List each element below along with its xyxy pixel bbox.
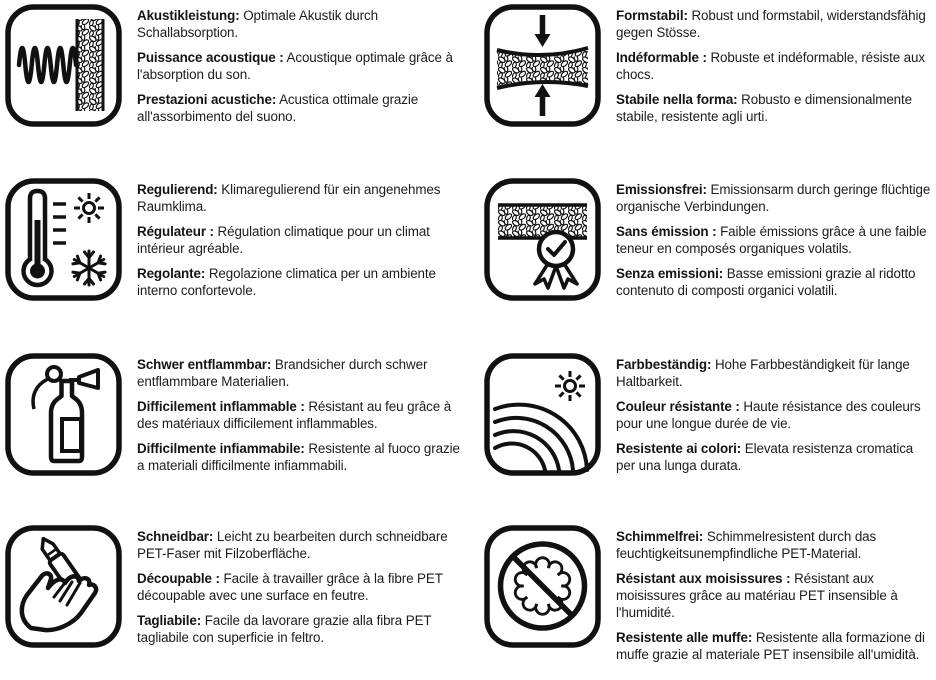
feature-text-de: [137, 7, 468, 41]
feature-text-it: [137, 440, 468, 474]
text-de: Optimale Akustik durch Schallabsorption.: [137, 8, 378, 40]
feature-text-de: [137, 181, 468, 215]
color-fastness-rainbow-sun-icon: [484, 353, 601, 476]
feature-block-acoustic: [0, 0, 468, 170]
label-it: Resistente ai colori:: [616, 441, 742, 456]
text-it: Resistente al fuoco grazie a materiali difficilmente infiammabili.: [137, 441, 460, 473]
text-fr: Robuste et indéformable, résiste aux chocs.: [616, 50, 925, 82]
text-it: Robusto e dimensionalmente stabile, resistente agli urti.: [616, 92, 912, 124]
feature-text-de: [137, 356, 468, 390]
feature-text-fr: [137, 49, 468, 83]
text-de: Brandsicher durch schwer entflammbare Materialien.: [137, 357, 428, 389]
feature-text-de: [616, 528, 934, 562]
label-de: Akustikleistung:: [137, 8, 240, 23]
text-fr: Acoustique optimale grâce à l'absorption du son.: [137, 50, 453, 82]
hand-cutter-icon: [5, 525, 122, 648]
text-it: Regolazione climatica per un ambiente interno confortevole.: [137, 266, 436, 298]
feature-block-shape-stable: [468, 0, 936, 170]
feature-texts: [616, 353, 934, 482]
text-fr: Régulation climatique pour un climat intérieur agréable.: [137, 224, 430, 256]
feature-text-it: [137, 91, 468, 125]
feature-text-it: [616, 629, 934, 663]
text-de: Emissionsarm durch geringe flüchtige organische Verbindungen.: [616, 182, 931, 214]
text-fr: Résistant aux moisissures grâce au matériau PET insensible à l'humidité.: [616, 571, 898, 620]
label-it: Tagliabile:: [137, 613, 202, 628]
feature-text-de: [616, 181, 934, 215]
label-fr: Découpable :: [137, 571, 220, 586]
text-de: Schimmelresistent durch das feuchtigkeitsunempfindliche PET-Material.: [616, 529, 877, 561]
feature-text-de: [616, 356, 934, 390]
feature-block-flame-retardant: [0, 340, 468, 510]
label-fr: Sans émission :: [616, 224, 717, 239]
text-de: Hohe Farbbeständigkeit für lange Haltbarkeit.: [616, 357, 910, 389]
text-de: Robust und formstabil, widerstandsfähig gegen Stösse.: [616, 8, 926, 40]
label-fr: Puissance acoustique :: [137, 50, 284, 65]
label-fr: Indéformable :: [616, 50, 707, 65]
label-de: Farbbeständig:: [616, 357, 712, 372]
text-de: Leicht zu bearbeiten durch schneidbare PET-Faser mit Filzoberfläche.: [137, 529, 448, 561]
feature-texts: [616, 178, 934, 307]
feature-text-fr: [137, 570, 468, 604]
text-it: Elevata resistenza cromatica per una lunga durata.: [616, 441, 914, 473]
feature-text-fr: [616, 49, 934, 83]
feature-text-fr: [616, 570, 934, 621]
feature-text-fr: [137, 398, 468, 432]
label-fr: Régulateur :: [137, 224, 214, 239]
low-emission-certificate-icon: [484, 178, 601, 301]
label-it: Prestazioni acustiche:: [137, 92, 277, 107]
feature-text-fr: [616, 223, 934, 257]
feature-block-mold-free: [468, 510, 936, 680]
feature-texts: [616, 4, 934, 133]
feature-texts: [616, 525, 934, 671]
feature-text-it: [137, 265, 468, 299]
feature-text-it: [137, 612, 468, 646]
feature-text-fr: [616, 398, 934, 432]
label-it: Resistente alle muffe:: [616, 630, 753, 645]
label-it: Regolante:: [137, 266, 206, 281]
shape-stability-compression-icon: [484, 4, 601, 127]
feature-block-color-fast: [468, 340, 936, 510]
feature-texts: [137, 4, 468, 133]
feature-texts: [137, 178, 468, 307]
label-de: Emissionsfrei:: [616, 182, 707, 197]
label-de: Formstabil:: [616, 8, 688, 23]
label-de: Regulierend:: [137, 182, 218, 197]
label-it: Stabile nella forma:: [616, 92, 738, 107]
text-it: Acustica ottimale grazie all'assorbimento del suono.: [137, 92, 419, 124]
label-it: Senza emissioni:: [616, 266, 724, 281]
feature-text-fr: [137, 223, 468, 257]
fire-extinguisher-icon: [5, 353, 122, 476]
text-it: Basse emissioni grazie al ridotto contenuto di composti organici volatili.: [616, 266, 916, 298]
label-de: Schneidbar:: [137, 529, 214, 544]
feature-text-it: [616, 265, 934, 299]
text-fr: Faible émissions grâce à une faible teneur en composés organiques volatils.: [616, 224, 927, 256]
feature-block-emission-free: [468, 170, 936, 340]
label-de: Schimmelfrei:: [616, 529, 704, 544]
feature-texts: [137, 525, 468, 654]
feature-block-cuttable: [0, 510, 468, 680]
feature-text-de: [137, 528, 468, 562]
feature-text-de: [616, 7, 934, 41]
text-de: Klimaregulierend für ein angenehmes Raumklima.: [137, 182, 441, 214]
feature-text-it: [616, 440, 934, 474]
label-it: Difficilmente infiammabile:: [137, 441, 305, 456]
text-fr: Facile à travailler grâce à la fibre PET découpable avec une surface en feutre.: [137, 571, 443, 603]
label-de: Schwer entflammbar:: [137, 357, 272, 372]
feature-text-it: [616, 91, 934, 125]
text-it: Resistente alla formazione di muffe grazie al materiale PET insensibile all'umidità.: [616, 630, 925, 662]
climate-regulating-thermometer-icon: [5, 178, 122, 301]
no-mold-icon: [484, 525, 601, 648]
label-fr: Difficilement inflammable :: [137, 399, 305, 414]
label-fr: Couleur résistante :: [616, 399, 740, 414]
feature-block-regulating: [0, 170, 468, 340]
feature-texts: [137, 353, 468, 482]
label-fr: Résistant aux moisissures :: [616, 571, 791, 586]
text-fr: Haute résistance des couleurs pour une longue durée de vie.: [616, 399, 921, 431]
text-fr: Résistant au feu grâce à des matériaux difficilement inflammables.: [137, 399, 452, 431]
text-it: Facile da lavorare grazie alla fibra PET tagliabile con superficie in feltro.: [137, 613, 432, 645]
sound-absorption-icon: [5, 4, 122, 127]
